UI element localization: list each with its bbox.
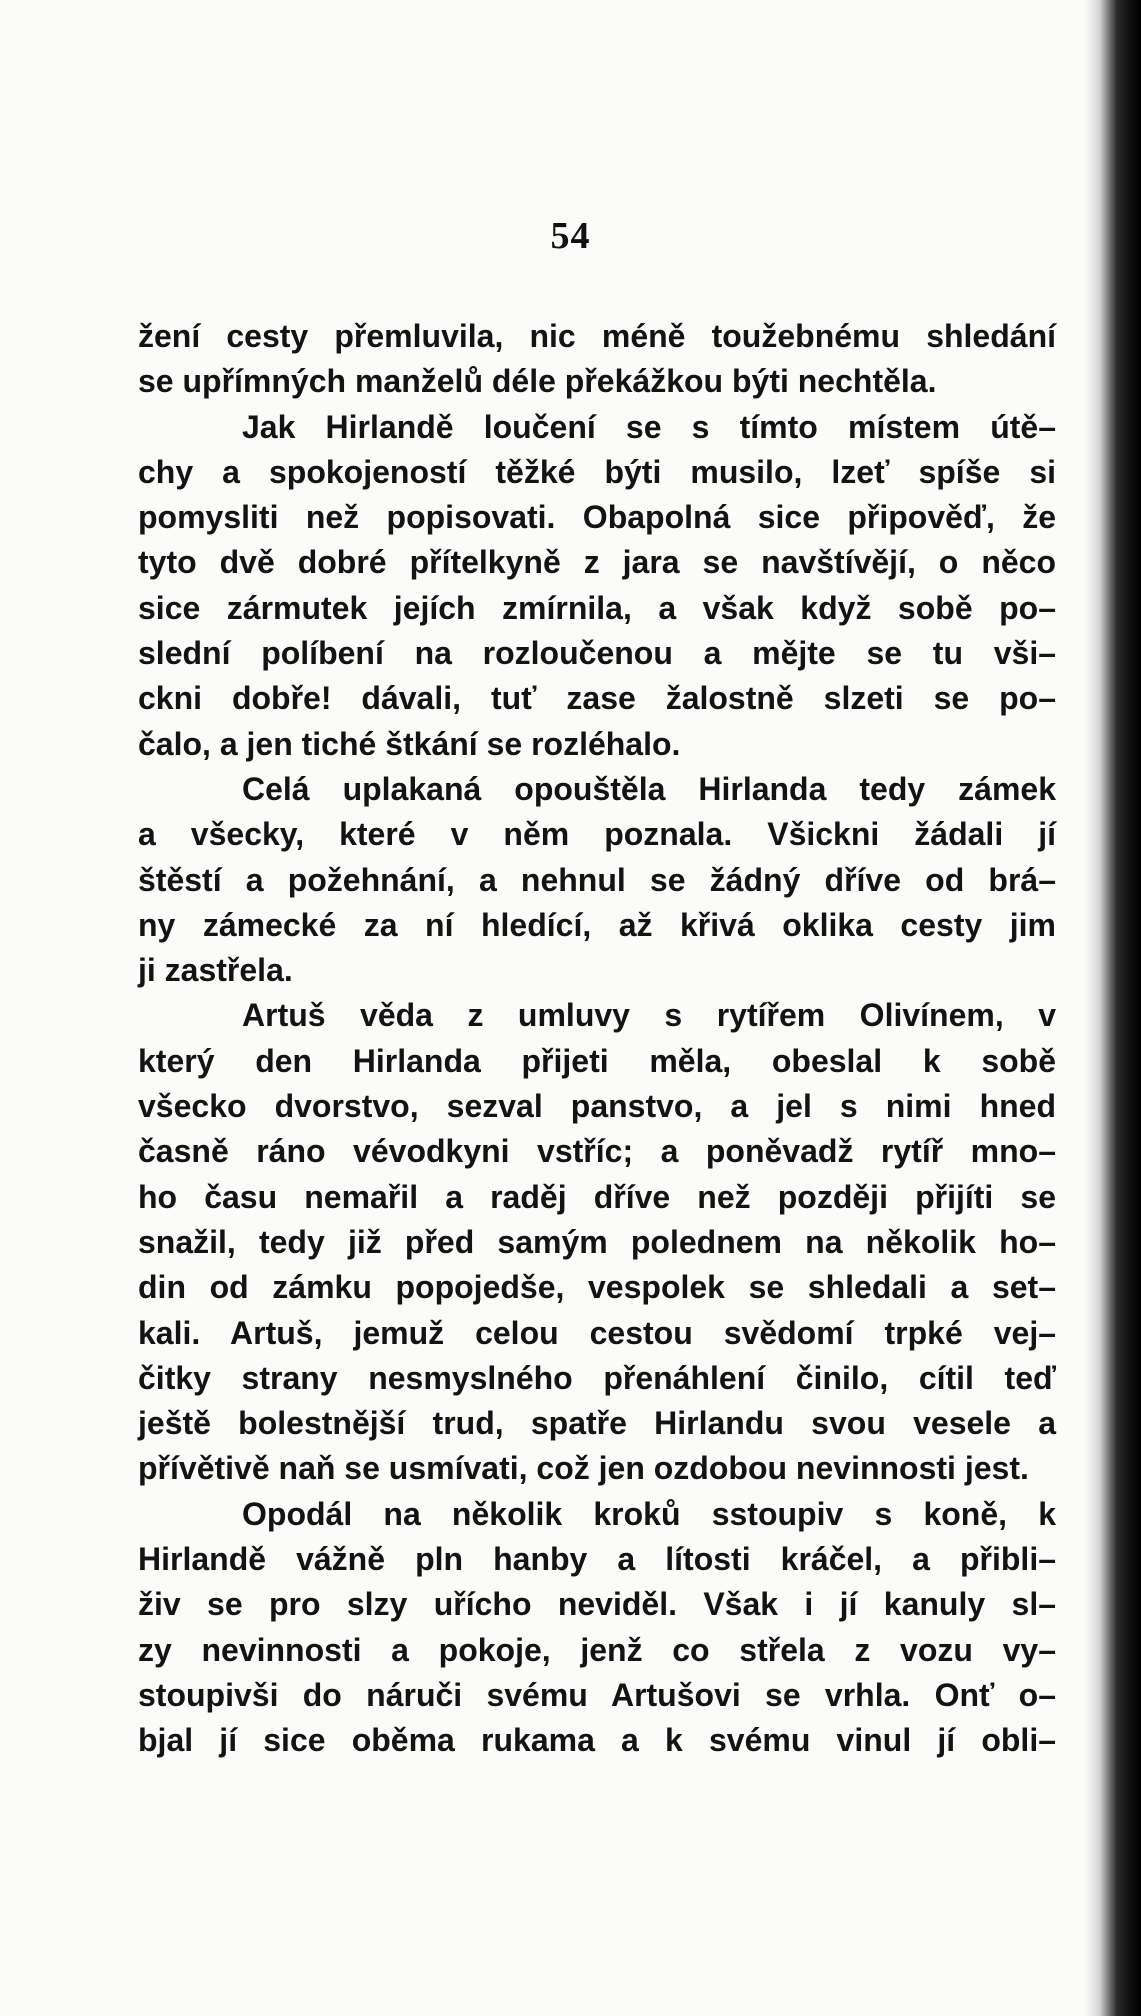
text-line: chy a spokojeností těžké býti musilo, lzeť spíše si <box>138 453 1056 490</box>
text-line: ještě bolestnější trud, spatře Hirlandu svou vesele a <box>138 1405 1056 1442</box>
text-line: stoupivši do náruči svému Artušovi se vrhla. Onť o– <box>138 1676 1056 1713</box>
text-line: ckni dobře! dávali, tuť zase žalostně slzeti se po– <box>138 680 1056 717</box>
page-gutter-shadow <box>1085 0 1099 2016</box>
text-line: štěstí a požehnání, a nehnul se žádný dříve od brá– <box>138 861 1056 898</box>
text-line: Jak Hirlandě loučení se s tímto místem útě– <box>242 408 1056 445</box>
text-line: Celá uplakaná opouštěla Hirlanda tedy zámek <box>242 770 1056 807</box>
text-line: žení cesty přemluvila, nic méně toužebnému shledání <box>138 318 1056 354</box>
page-edge <box>1099 0 1141 2016</box>
text-line: pomysliti než popisovati. Obapolná sice připověď, že <box>138 499 1056 536</box>
text-line: přívětivě naň se usmívati, což jen ozdobou nevinnosti jest. <box>138 1450 1029 1487</box>
text-line: Artuš věda z umluvy s rytířem Olivínem, v <box>242 997 1056 1034</box>
text-line: časně ráno vévodkyni vstříc; a poněvadž rytíř mno– <box>138 1133 1056 1170</box>
text-line: zy nevinnosti a pokoje, jenž co střela z vozu vy– <box>138 1631 1056 1668</box>
page-number: 54 <box>550 215 591 257</box>
text-line: ny zámecké za ní hledící, až křivá oklika cesty jim <box>138 906 1056 943</box>
text-line: tyto dvě dobré přítelkyně z jara se navštívějí, o něco <box>138 544 1056 581</box>
text-line: který den Hirlanda přijeti měla, obeslal k sobě <box>138 1042 1056 1079</box>
text-line: a všecky, které v něm poznala. Všickni žádali jí <box>138 816 1056 853</box>
text-line: čalo, a jen tiché štkání se rozléhalo. <box>138 725 681 762</box>
text-line: snažil, tedy již před samým polednem na několik ho– <box>138 1223 1056 1260</box>
text-line: živ se pro slzy uřícho neviděl. Však i jí kanuly sl– <box>138 1586 1056 1623</box>
body-text <box>138 314 1056 1764</box>
text-line: kali. Artuš, jemuž celou cestou svědomí trpké vej– <box>138 1314 1056 1351</box>
text-line: Hirlandě vážně pln hanby a lítosti kráčel, a přibli– <box>138 1541 1056 1578</box>
text-line: slední políbení na rozloučenou a mějte se tu vši– <box>138 635 1056 672</box>
text-line: ho času nemařil a raděj dříve než později přijíti se <box>138 1178 1056 1215</box>
text-line: bjal jí sice oběma rukama a k svému vinul jí obli– <box>138 1722 1056 1759</box>
text-line: ji zastřela. <box>138 952 293 989</box>
text-line: Opodál na několik kroků sstoupiv s koně, k <box>242 1495 1056 1532</box>
text-line: se upřímných manželů déle překážkou býti nechtěla. <box>138 363 937 400</box>
text-line: sice zármutek jejích zmírnila, a však když sobě po– <box>138 589 1056 626</box>
text-line: všecko dvorstvo, sezval panstvo, a jel s nimi hned <box>138 1088 1056 1125</box>
text-line: din od zámku popojedše, vespolek se shledali a set– <box>138 1269 1056 1306</box>
text-line: čitky strany nesmyslného přenáhlení činilo, cítil teď <box>138 1359 1056 1396</box>
